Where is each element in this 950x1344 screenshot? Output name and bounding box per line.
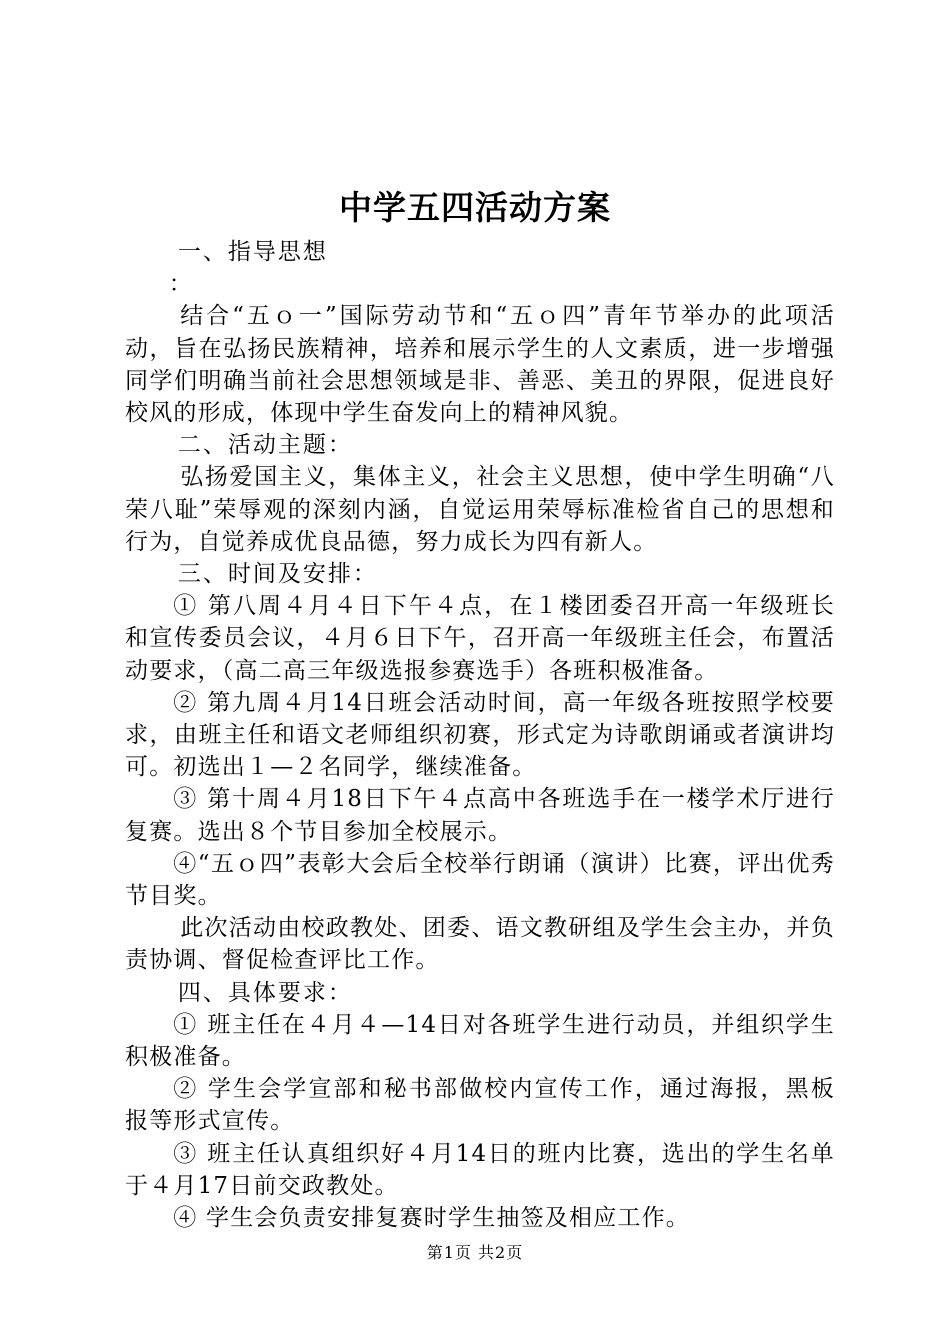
document-title: 中学五四活动方案: [339, 188, 611, 227]
paragraph-organizers: 此次活动由校政教处、团委、语文教研组及学生会主办，并负责协调、督促检查评比工作。: [125, 915, 835, 974]
paragraph-theme: 弘扬爱国主义，集体主义，社会主义思想，使中学生明确“八荣八耻”荣辱观的深刻内涵，自觉运用荣辱标准检省自己的思想和行为，自觉养成优良品德，努力成长为四有新人。: [125, 464, 835, 555]
schedule-item-2: ② 第九周４月14日班会活动时间，高一年级各班按照学校要求，由班主任和语文老师组织初赛，形式定为诗歌朗诵或者演讲均可。初选出１—２名同学，继续准备。: [125, 689, 835, 781]
stray-colon-line: ：: [168, 271, 193, 298]
section-heading-guiding-ideology: 一、指导思想: [177, 239, 328, 265]
requirement-item-3: ③ 班主任认真组织好４月14日的班内比赛，选出的学生名单于４月17日前交政教处。: [125, 1140, 835, 1199]
paragraph-purpose: 结合“五ｏ一”国际劳动节和“五ｏ四”青年节举办的此项活动，旨在弘扬民族精神，培养和展示学生的人文素质，进一步增强同学们明确当前社会思想领域是非、善恶、美丑的界限，促进良好校风的形成，体现中学生奋发向上的精神风貌。: [125, 303, 835, 427]
requirement-item-4: ④ 学生会负责安排复赛时学生抽签及相应工作。: [173, 1205, 691, 1232]
document-body: [125, 236, 835, 1234]
schedule-item-1: ① 第八周４月４日下午４点，在１楼团委召开高一年级班长和宣传委员会议，４月６日下午，召开高一年级班主任会，布置活动要求，（高二高三年级选报参赛选手）各班积极准备。: [125, 593, 835, 684]
section-heading-schedule: 三、时间及安排：: [177, 561, 378, 588]
section-heading-requirements: 四、具体要求：: [177, 979, 353, 1006]
schedule-item-4: ④“五ｏ四”表彰大会后全校举行朗诵（演讲）比赛，评出优秀节目奖。: [125, 850, 835, 910]
page-number-footer: 第1页 共2页: [426, 1243, 524, 1262]
schedule-item-3: ③ 第十周４月18日下午４点高中各班选手在一楼学术厅进行复赛。选出８个节目参加全校展示。: [125, 786, 835, 845]
requirement-item-2: ② 学生会学宣部和秘书部做校内宣传工作，通过海报，黑板报等形式宣传。: [125, 1076, 835, 1135]
requirement-item-1: ① 班主任在４月４—14日对各班学生进行动员，并组织学生积极准备。: [125, 1011, 835, 1071]
section-heading-theme: 二、活动主题：: [177, 432, 353, 459]
